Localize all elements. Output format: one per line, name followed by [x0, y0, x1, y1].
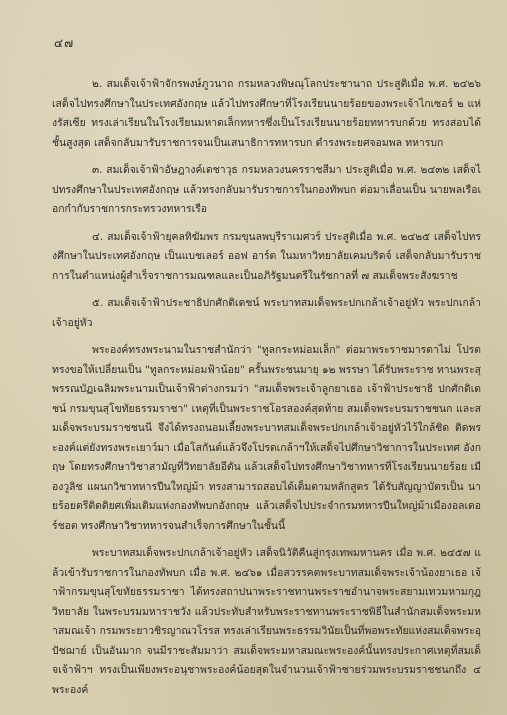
list-item: ๓. สมเด็จเจ้าฟ้าอัษฎางค์เดชาวุธ กรมหลวงนครราชสีมา ประสูติเมื่อ พ.ศ. ๒๔๓๒ เสด็จไปทรงศึกษาในประเทศอังกฤษ แล้วทรงกลับมารับราชการในกองทัพบก ต่อมาเลื่อนเป็น นายพลเรือเอกกำกับราชการกระทรวงทหารเรือ: [52, 164, 481, 215]
body-paragraph: พระองค์ทรงพระนามในราชสำนักว่า "ทูลกระหม่อมเล็ก" ต่อมาพระราชมารดาไม่ โปรด ทรงขอให้เปลี่ยนเป็น "ทูลกระหม่อมฟ้าน้อย" ครั้นพระชนมายุ ๑๒ พรรษา ได้รับพระราช ทานพระสุพรรณบัฏเฉลิมพระนามเป็นเจ้าฟ้าต่างกรมว่า "สมเด็จพระเจ้าลูกยาเธอ เจ้าฟ้าประชาธิ ปกศักดิเดชน์ กรมขุนสุโขทัยธรรมราชา" เหตุที่เป็นพระราชโอรสองค์สุดท้าย สมเด็จพระบรมราชชนก และสมเด็จพระบรมราชชนนี จึงได้ทรงถนอมเลี้ยงพระบาทสมเด็จพระปกเกล้าเจ้าอยู่หัวไว้ใกล้ชิด ติดพระองค์แต่ยังทรงพระเยาว์มา เมื่อโสกันต์แล้วจึงโปรดเกล้าฯให้เสด็จไปศึกษาวิชาการในประเทศ อังกฤษ โดยทรงศึกษาวิชาสามัญที่วิทยาลัยอีตัน แล้วเสด็จไปทรงศึกษาวิชาทหารที่โรงเรียนนายร้อย เมืองวูลิช แผนกวิชาทหารปืนใหญ่ม้า ทรงสามารถสอบได้เต็มตามหลักสูตร ได้รับสัญญาบัตรเป็น นายร้อยตรีติดดิยศเพิ่มเติมแห่งกองทัพบกอังกฤษ แล้วเสด็จไปประจำกรมทหารปืนใหญ่ม้าเมืองอลเดอร์ชอต ทรงศึกษาวิชาทหารจนสำเร็จการศึกษาในชั้นนี้: [52, 344, 481, 532]
body-paragraph: พระบาทสมเด็จพระปกเกล้าเจ้าอยู่หัว เสด็จนิวัติคืนสู่กรุงเทพมหานคร เมื่อ พ.ศ. ๒๔๕๗ แล้วเข้ารับราชการในกองทัพบก เมื่อ พ.ศ. ๒๔๖๑ เมื่อสวรรคตพระบาทสมเด็จพระเจ้าน้องยาเธอ เจ้าฟ้ากรมขุนสุโขทัยธรรมราชา ได้ทรงสถาปนาพระราชทานพระราชอำนาจพระสยามเทวมหามกุฎวิทยาลัย ในพระบรมมหาราชวัง แล้วประทับสำหรับพระราชทานพระราชพิธีในสำนักสมเด็จพระมหาสมณเจ้า กรมพระยาวชิรญาณวโรรส ทรงเล่าเรียนพระธรรมวินัยเป็นที่พอพระทัยแห่งสมเด็จพระอุปัชฌาย์ เป็นอันมาก จนมีราชะสัมมาว่า สมเด็จพระมหาสมณะพระองค์นั้นทรงประกาศเหตุที่สมเด็จเจ้าฟ้าฯ ทรงเป็นเพียงพระอนุชาพระองค์น้อยสุดในจำนวนเจ้าฟ้าชายร่วมพระบรมราชชนกถึง ๔ พระองค์: [52, 547, 481, 696]
list-item: ๒. สมเด็จเจ้าฟ้าจักรพงษ์ภูวนาถ กรมหลวงพิษณุโลกประชานาถ ประสูติเมื่อ พ.ศ. ๒๔๒๖ เสด็จไปทรงศึกษาในประเทศอังกฤษ แล้วไปทรงศึกษาที่โรงเรียนนายร้อยของพระเจ้าไกเซอร์ ๒ แห่งรัสเซีย ทรงเล่าเรียนในโรงเรียนมหาดเล็กทหารซึ่งเป็นโรงเรียนนายร้อยทหารบกด้วย ทรงสอบได้ชั้นสูงสุด เสด็จกลับมารับราชการจนเป็นเสนาธิการทหารบก ดำรงพระยศจอมพล ทหารบก: [52, 78, 481, 149]
list-item: ๕. สมเด็จเจ้าฟ้าประชาธิปกศักดิเดชน์ พระบาทสมเด็จพระปกเกล้าเจ้าอยู่หัว พระปกเกล้าเจ้าอยู่หัว: [52, 297, 481, 329]
page-number: ๔๗: [54, 36, 75, 50]
list-item: ๔. สมเด็จเจ้าฟ้ายุคลทิฆัมพร กรมขุนลพบุรีราเมศวร์ ประสูติเมื่อ พ.ศ. ๒๔๒๕ เสด็จไปทรงศึกษาในประเทศอังกฤษ เป็นแบชเลอร์ ออฟ อาร์ต ในมหาวิทยาลัยเคมบริดจ์ เสด็จกลับมารับราชการในตำแหน่งผู้สำเร็จราชการมณฑลและเป็นอภิรัฐมนตรีในรัชกาลที่ ๗ สมเด็จพระสังฆราช: [52, 230, 481, 282]
